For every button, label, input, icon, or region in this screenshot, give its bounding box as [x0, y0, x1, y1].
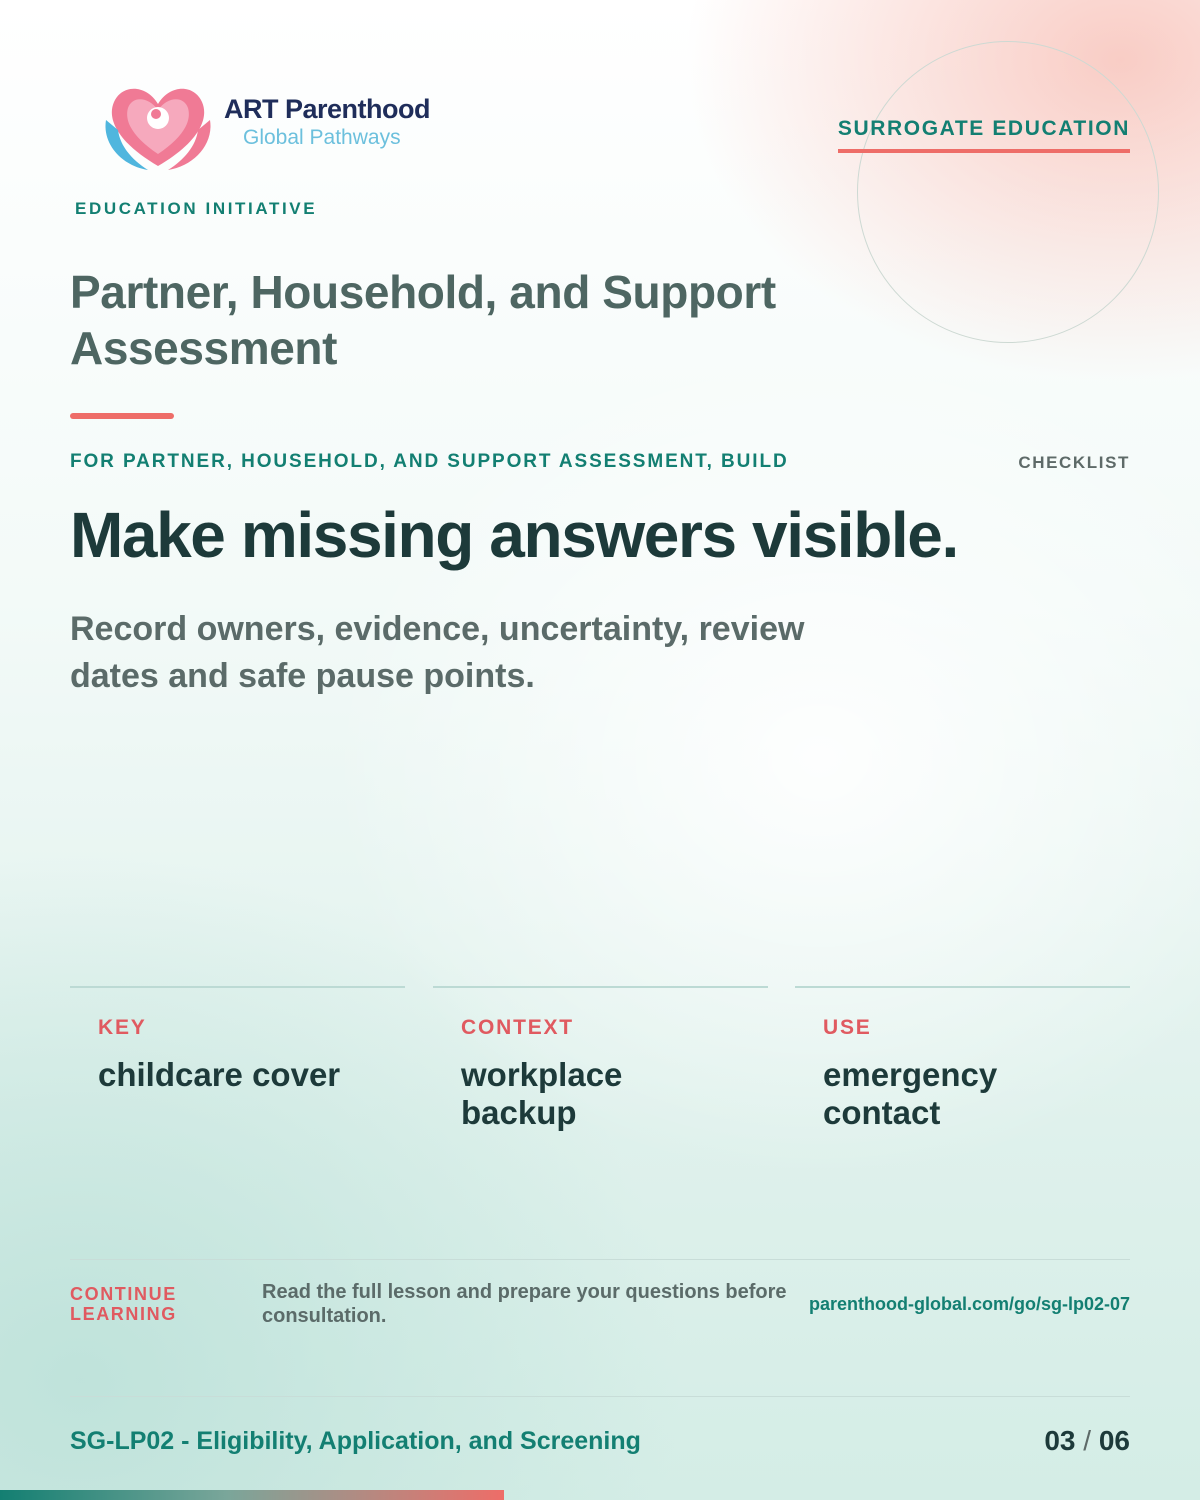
card-label: USE	[823, 1016, 872, 1039]
card-label: CONTEXT	[461, 1016, 574, 1039]
brand-subtitle: Global Pathways	[243, 126, 401, 149]
cta-divider	[70, 1259, 1130, 1260]
brand-logo	[100, 74, 440, 174]
program-label: SURROGATE EDUCATION	[838, 117, 1130, 153]
brand-name: ART Parenthood	[224, 94, 430, 124]
page-title: Partner, Household, and Support Assessment	[70, 266, 776, 374]
initiative-label: EDUCATION INITIATIVE	[75, 199, 318, 218]
card-value: emergency contact	[823, 1056, 998, 1131]
card-label: KEY	[98, 1016, 147, 1039]
page-number	[1044, 1425, 1130, 1457]
progress-bar	[0, 1490, 1200, 1500]
cta-text: Read the full lesson and prepare your questions before consultation.	[262, 1281, 787, 1327]
footer-divider	[70, 1396, 1130, 1397]
card-use	[795, 986, 1130, 1132]
title-accent-rule	[70, 413, 174, 419]
info-cards	[70, 986, 1130, 1166]
subheadline: Record owners, evidence, uncertainty, review dates and safe pause points.	[70, 610, 805, 695]
section-kicker: FOR PARTNER, HOUSEHOLD, AND SUPPORT ASSESSMENT, BUILD	[70, 451, 789, 472]
lesson-link[interactable]: parenthood-global.com/go/sg-lp02-07	[808, 1294, 1130, 1314]
page-current: 03	[1044, 1425, 1076, 1456]
card-key	[70, 986, 405, 1094]
headline: Make missing answers visible.	[70, 499, 958, 571]
heart-hands-icon	[100, 74, 216, 174]
decorative-circle	[857, 41, 1159, 343]
card-value: workplace backup	[461, 1056, 623, 1131]
card-value: childcare cover	[98, 1056, 341, 1093]
card-context	[433, 986, 768, 1132]
course-title: SG-LP02 - Eligibility, Application, and Screening	[70, 1427, 641, 1455]
progress-fill	[0, 1490, 504, 1500]
page-total: 06	[1098, 1425, 1130, 1456]
page-separator: /	[1083, 1425, 1092, 1456]
cta-label: CONTINUE LEARNING	[70, 1284, 177, 1324]
content-type-label: CHECKLIST	[1018, 453, 1130, 472]
